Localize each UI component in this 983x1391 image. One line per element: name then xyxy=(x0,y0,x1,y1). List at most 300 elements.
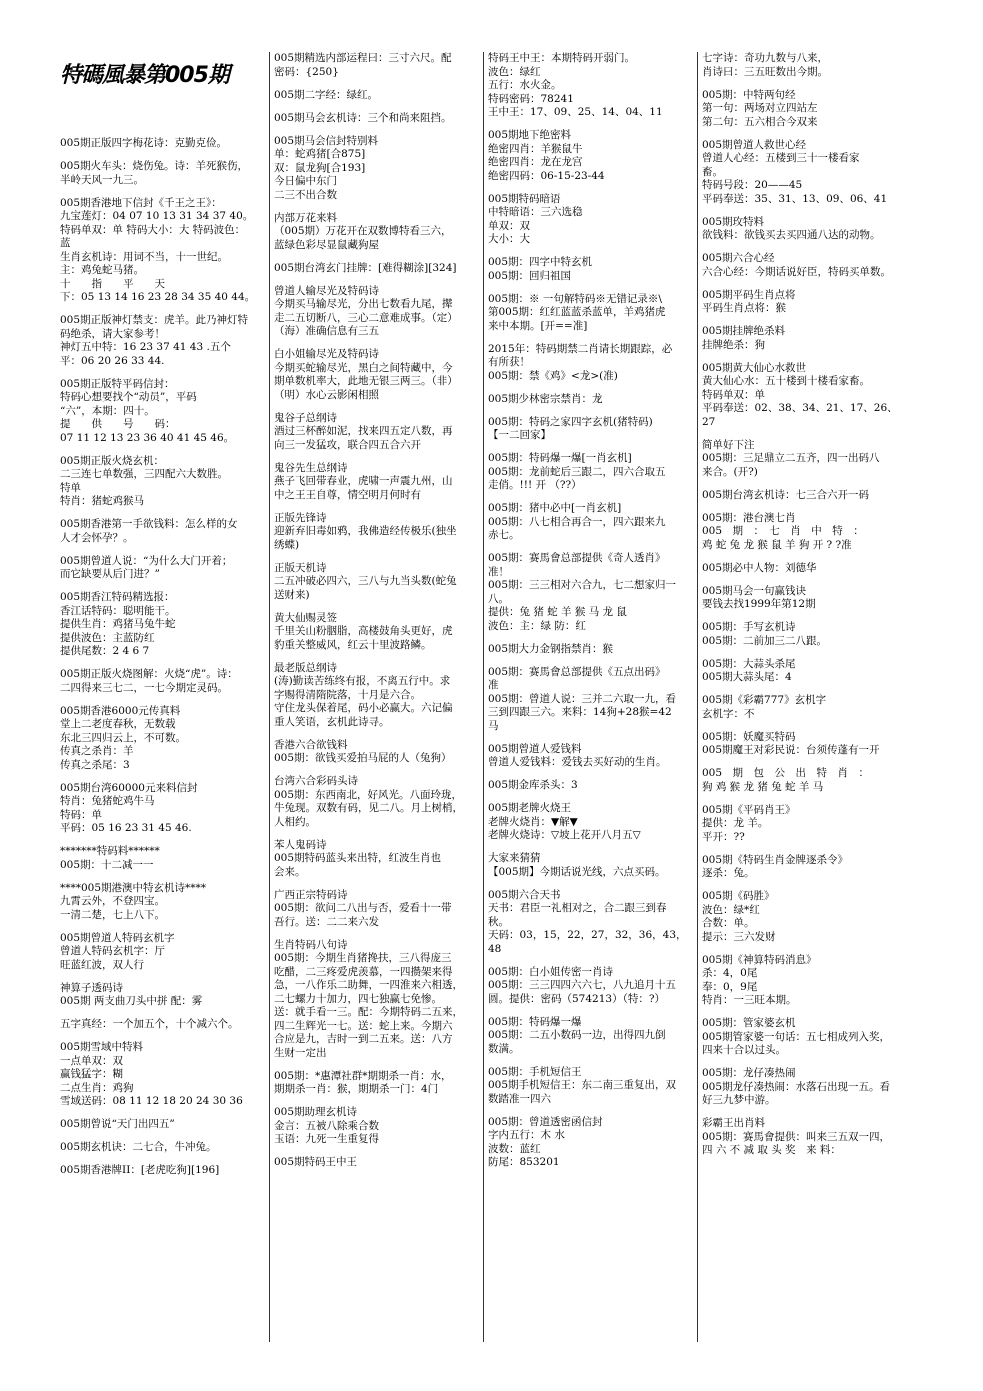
text-block xyxy=(488,393,693,407)
text-line: 005期正版火烧玄机： xyxy=(60,454,165,467)
text-line: 005期：妖魔买特码 xyxy=(702,730,796,743)
text-line: 苯人鬼码诗 xyxy=(274,838,327,851)
text-line: “六”，本期：四十。 xyxy=(60,404,155,417)
text-line: 005期：二五小数码一边，出得四九倒 xyxy=(488,1029,666,1041)
text-line: 二四得来三七二，一七今期定灵码。 xyxy=(60,681,228,694)
text-line: 字赐得清隋院落，十月是六合。 xyxy=(274,688,421,701)
text-line: 提供尾数：2 4 6 7 xyxy=(60,645,150,657)
text-line: 005期：十二减一一 xyxy=(60,858,154,871)
text-line: 逐杀：兔。 xyxy=(702,867,755,879)
text-line: 005期特码王中王 xyxy=(274,1156,358,1168)
text-line: 005期大蒜头尾：4 xyxy=(702,671,792,683)
text-block xyxy=(60,705,265,773)
text-line: 码绝杀，请大家参考！ xyxy=(60,327,165,340)
text-line: 绝密四肖：龙在龙宫 xyxy=(488,156,583,168)
text-line: 四来十合以过头。 xyxy=(702,1044,786,1056)
text-line: 005 期 ： 七 肖 中 特 ： xyxy=(702,525,864,537)
column-3 xyxy=(484,52,698,1342)
text-line: 马 xyxy=(488,719,499,732)
text-line: 005期必中人物：刘德华 xyxy=(702,561,817,574)
text-block xyxy=(702,52,908,79)
text-block xyxy=(702,731,908,758)
text-block xyxy=(60,882,265,923)
column-2 xyxy=(270,52,484,1342)
text-line: 鸡 蛇 兔 龙 猴 鼠 羊 狗 开 ? ?准 xyxy=(702,538,852,551)
text-line: 秋。 xyxy=(488,915,509,928)
text-line: 2015年：特码期禁二肖请长期跟踪，必 xyxy=(488,342,673,355)
text-line: 人才会怀孕？。 xyxy=(60,531,134,544)
text-line: 中特暗语：三六选稳 xyxy=(488,206,583,218)
text-block xyxy=(274,775,479,829)
column-1 xyxy=(56,52,270,1342)
text-block xyxy=(702,89,908,130)
text-block xyxy=(274,462,479,503)
text-block xyxy=(488,779,693,793)
text-line: 欲钱料：欲钱买去买四通八达的动物。 xyxy=(702,229,881,241)
text-line: 豹重关整威风，红云十里波路鳞。 xyxy=(274,638,432,651)
text-line: 十 指 平 天 xyxy=(60,277,165,290)
text-block xyxy=(274,562,479,603)
text-line: 中之王王自尊，情空明月何时有 xyxy=(274,488,421,501)
text-block xyxy=(60,782,265,836)
text-line: 005期：禁《鸡》<龙>(准) xyxy=(488,369,618,382)
text-line: 波色：主：绿 防：红 xyxy=(488,619,586,632)
text-block xyxy=(60,982,265,1009)
text-line: 005期香港第一手欲钱料：怎么样的女 xyxy=(60,518,238,530)
text-line: *******特码料****** xyxy=(60,845,160,857)
text-line: 005期：欲问二八出与否，爱看十一带 xyxy=(274,902,452,914)
text-line: 堂上二老度春秋，无数载 xyxy=(60,718,176,730)
text-line: 005期：※ 一句解特码※无错记录※\ xyxy=(488,292,662,305)
text-line: 特码单双：单 特码大小：大 特码波色： xyxy=(60,223,246,236)
text-line: 005期：管家婆玄机 xyxy=(702,1017,796,1029)
text-block xyxy=(702,585,908,612)
text-line: 特码密码：78241 xyxy=(488,92,574,105)
text-block xyxy=(702,362,908,430)
text-line: 传真之杀肖：羊 xyxy=(60,745,134,757)
text-line: 平码奉送：02、38、34、21、17、26、 xyxy=(702,402,898,414)
text-line: 005期：八七相合再合一，四六跟来九 xyxy=(488,515,666,528)
text-block xyxy=(702,325,908,352)
text-block xyxy=(60,591,265,659)
text-line: 特肖：一三旺本期。 xyxy=(702,994,797,1006)
text-line: 彩霸王出肖料 xyxy=(702,1117,765,1129)
text-line: 005期：白小姐传密一肖诗 xyxy=(488,965,614,978)
text-line: 005期：手写玄机诗 xyxy=(702,621,796,633)
text-line: 005期手机短信王：东二南三重复出，双 xyxy=(488,1079,677,1091)
text-block xyxy=(488,416,693,443)
page-title: 特碼風暴第005期 xyxy=(60,63,229,88)
text-line: 雪域送码：08 11 12 18 20 24 30 36 xyxy=(60,1095,243,1107)
text-line: 会来。 xyxy=(274,865,306,878)
text-line: 005 期 包 公 出 特 肖 ： xyxy=(702,767,870,779)
text-block xyxy=(274,112,479,126)
text-line: 005期：曾道透密函信封 xyxy=(488,1115,603,1128)
text-block xyxy=(702,890,908,944)
text-line: 005期正版火烧图解：火烧“虎”。诗： xyxy=(60,668,238,680)
text-line: 七字诗：奇功九数与八来， xyxy=(702,52,828,64)
text-block xyxy=(702,658,908,685)
text-line: 大家来猜猜 xyxy=(488,852,541,864)
text-line: 四二生辉光一七。送：蛇上来。今期六 xyxy=(274,1019,453,1032)
text-line: 005期六合天书 xyxy=(488,888,561,901)
text-block xyxy=(60,378,265,446)
text-line: 005期：特码之家四字玄机(猪特码) xyxy=(488,415,653,428)
text-block xyxy=(60,160,265,187)
text-line: （005期）万花开在双数博特看三六， xyxy=(274,225,452,237)
text-block xyxy=(274,135,479,203)
text-block xyxy=(274,285,479,339)
text-line: 005期管家婆一句话：五七相成列入奖， xyxy=(702,1030,891,1043)
text-block xyxy=(274,839,479,880)
text-block xyxy=(702,562,908,576)
text-line: 005期香港牌II：[老虎吃狗][196] xyxy=(60,1164,220,1176)
text-line: 有所获！ xyxy=(488,356,530,368)
text-block xyxy=(60,1118,265,1132)
text-line: 提供生肖：鸡猪马兔牛蛇 xyxy=(60,618,176,630)
text-line: 第005期：红红蓝蓝杀蓝单，羊鸡猪虎 xyxy=(488,306,666,318)
text-line: 005期：赛馬會提供：叫来三五双一四， xyxy=(702,1130,891,1143)
text-line: 圆。提供：密码（574213）（特：?） xyxy=(488,992,665,1005)
text-line: 玉语：九死一生重复得 xyxy=(274,1133,379,1145)
text-line: 下：05 13 14 16 23 28 34 35 40 44。 xyxy=(60,291,256,303)
text-block xyxy=(488,552,693,633)
text-line: 奉：0，9尾 xyxy=(702,980,758,993)
text-line: 005期台湾60000元来料信封 xyxy=(60,781,198,794)
text-line: 005期火车头：烧伤兔。诗：羊死猴伤， xyxy=(60,160,249,172)
text-line: 二点生肖：鸡狗 xyxy=(60,1081,134,1094)
text-line: 传真之杀尾：3 xyxy=(60,758,130,771)
text-line: 神算子透码诗 xyxy=(60,981,123,994)
text-line: 005期：龙前蛇后三跟二，四六合取五 xyxy=(488,465,666,478)
text-line: 提供：兔 猪 蛇 羊 猴 马 龙 鼠 xyxy=(488,606,627,618)
text-block xyxy=(488,343,693,384)
text-line: 005期：港台澳七肖 xyxy=(702,511,796,524)
text-line: 特码王中王：本期特码开弱门。 xyxy=(488,52,635,64)
text-line: 人相约。 xyxy=(274,815,316,828)
text-line: 005期：今期生肖猪搀扶，三八得庞三 xyxy=(274,952,452,964)
text-line: 来合。(开?) xyxy=(702,465,758,478)
text-block xyxy=(60,197,265,305)
text-line: 005期曾道人说：“为什么大门开着； xyxy=(60,554,233,567)
text-line: 提供波色：主蓝防红 xyxy=(60,631,155,644)
text-block xyxy=(488,1116,693,1170)
text-line: 合应是九，吉时一到二五来。送：八方 xyxy=(274,1033,453,1045)
text-line: 向三一发猛攻，联合四五合六开 xyxy=(274,438,421,451)
text-line: 最老版总纲诗 xyxy=(274,661,337,674)
text-line: 005期台湾玄机诗：七三合六开一码 xyxy=(702,488,870,501)
text-block xyxy=(702,694,908,721)
text-line: 005期大力金钢指禁肖：猴 xyxy=(488,642,614,655)
text-line: 48 xyxy=(488,942,502,955)
text-block xyxy=(60,668,265,695)
text-line: 005期龙仔凑热闹：水落石出现一五。看 xyxy=(702,1080,891,1093)
text-line: 赢钱猛字：糊 xyxy=(60,1068,123,1080)
text-line: 005期：回归祖国 xyxy=(488,269,572,282)
text-block xyxy=(702,1117,908,1158)
text-block xyxy=(702,439,908,480)
text-block xyxy=(488,52,693,120)
text-block xyxy=(702,289,908,316)
text-line: 绣蝶) xyxy=(274,538,300,551)
text-block xyxy=(702,767,908,794)
text-block xyxy=(702,1017,908,1058)
newsletter-page xyxy=(56,52,931,1342)
text-block xyxy=(702,216,908,243)
text-line: 005期 两支曲刀头中拼 配：雾 xyxy=(60,995,203,1007)
text-block xyxy=(274,212,479,253)
text-line: 香江话特码：聪明能干。 xyxy=(60,604,176,617)
text-block xyxy=(702,252,908,279)
text-line: 黄大仙赐灵签 xyxy=(274,611,337,624)
text-block xyxy=(488,743,693,770)
text-line: 005期老牌火烧王 xyxy=(488,802,572,814)
text-line: 005期曾道人救世心经 xyxy=(702,138,807,151)
text-block xyxy=(488,802,693,843)
text-line: 平码：05 16 23 31 45 46. xyxy=(60,822,192,834)
text-line: 王中王：17、09、25、14、04、11 xyxy=(488,106,663,118)
text-line: 曾道人爱钱料：爱钱去买好动的生肖。 xyxy=(488,756,667,768)
text-line: 今期买蛇输尽光，黑白之间特藏中，今 xyxy=(274,361,453,374)
text-line: 005期香江特码精选报： xyxy=(60,591,175,603)
text-line: 大小：大 xyxy=(488,233,530,245)
text-line: 005期：三三四四六六七，八九追月十五 xyxy=(488,979,677,991)
text-line: 吃醋，二三疼爱虎羡慕，一四攒架来得 xyxy=(274,965,453,978)
text-line: 曾道人输尽光及特码诗 xyxy=(274,284,379,297)
text-block xyxy=(274,348,479,402)
text-line: 老牌火烧肖：▼解▼ xyxy=(488,815,578,828)
text-line: 来中本期。[开==准] xyxy=(488,319,588,332)
text-line: 准！ xyxy=(488,565,509,578)
text-line: 005期：四字中特玄机 xyxy=(488,256,593,268)
text-line: 特码单双：单 xyxy=(702,388,765,401)
text-block xyxy=(274,52,479,79)
text-line: 密码：{250} xyxy=(274,65,339,78)
text-line: 蓝 xyxy=(60,237,71,249)
text-line: 双：鼠龙狗[合193] xyxy=(274,161,366,174)
text-line: （明）水心云影闲相照 xyxy=(274,388,379,401)
text-line: 005期《码胜》 xyxy=(702,890,775,902)
text-line: 005期精选内部运程曰：三寸六尺。配 xyxy=(274,52,452,64)
text-line: 曾道人心经：五楼到三十一楼看家 xyxy=(702,152,860,164)
text-line: 特单 xyxy=(60,481,81,494)
text-line: 简单好下注 xyxy=(702,438,755,451)
text-block xyxy=(274,612,479,653)
text-line: 005期玄机诀：二七合，牛冲兔。 xyxy=(60,1141,217,1153)
text-block xyxy=(702,954,908,1008)
text-line: 正版先锋诗 xyxy=(274,511,327,524)
text-line: 005期：猪中必中[一肖玄机] xyxy=(488,502,622,514)
text-block xyxy=(60,555,265,582)
text-block xyxy=(274,1070,479,1097)
text-line: 期单数机率大，此地无银三两三。（非） xyxy=(274,375,458,387)
text-block xyxy=(702,139,908,207)
text-line: 005期香港地下信封《千王之王》： xyxy=(60,196,222,209)
text-block xyxy=(488,643,693,657)
text-line: 单：蛇鸡猪[合875] xyxy=(274,148,366,160)
text-line: 六合心经：今期话说好臣，特码买单数。 xyxy=(702,265,891,278)
text-line: 005期助理玄机诗 xyxy=(274,1106,358,1118)
text-block xyxy=(60,845,265,872)
text-block xyxy=(488,193,693,247)
text-line: 防尾：853201 xyxy=(488,1156,560,1168)
text-block xyxy=(274,512,479,553)
text-line: 提供：龙 羊。 xyxy=(702,817,769,829)
text-line: 东北三四归云上，不可数。 xyxy=(60,731,186,744)
text-block xyxy=(60,455,265,509)
text-line: 送：就手看一三。配：今期特码二五来， xyxy=(274,1006,463,1018)
text-line: 005期：曾道人说：三并二六取一九，看 xyxy=(488,692,677,705)
text-line: 二三不出合数 xyxy=(274,188,337,201)
text-block xyxy=(274,739,479,766)
text-line: 005期金库杀头：3 xyxy=(488,779,578,791)
text-line: 白小姐输尽光及特码诗 xyxy=(274,348,379,360)
text-line: 005期《彩霸777》玄机字 xyxy=(702,694,827,706)
text-line: 天码：03，15，22，27，32，36，43， xyxy=(488,929,687,941)
text-block xyxy=(274,1106,479,1147)
text-line: 波色：绿红 xyxy=(488,65,541,78)
text-line: 005期：大蒜头杀尾 xyxy=(702,657,796,670)
text-line: 005期特码暗语 xyxy=(488,192,561,205)
text-line: 生肖特码八句诗 xyxy=(274,938,348,951)
text-block xyxy=(60,1164,265,1178)
text-line: 旺蓝红波，双人行 xyxy=(60,958,144,971)
text-block xyxy=(702,489,908,503)
text-line: 特码：单 xyxy=(60,808,102,821)
text-line: 九霄云外，不登四宝。 xyxy=(60,895,165,907)
text-line: 特肖：猪蛇鸡猴马 xyxy=(60,495,144,507)
text-line: 005期：东西南北，好风光。八面玲珑， xyxy=(274,788,463,801)
text-block xyxy=(488,1016,693,1057)
text-line: 五行：水火金。 xyxy=(488,79,562,91)
text-line: 走二五切断八，三心二意难成事。（定） xyxy=(274,311,458,324)
text-line: 特肖：兔猪蛇鸡牛马 xyxy=(60,795,155,807)
text-line: 005期黄大仙心水救世 xyxy=(702,361,807,374)
text-line: 迎新弃旧毒如鸦，我佛造经传极乐(独坐 xyxy=(274,525,457,537)
text-line: 【005期】今期话说光线，六点买码。 xyxy=(488,865,666,878)
text-line: 第二句：五六相合今双来 xyxy=(702,115,818,128)
text-line: 黄大仙心水：五十楼到十楼看家畜。 xyxy=(702,375,870,387)
text-line: 走俏。!!! 开 （??） xyxy=(488,479,582,491)
text-line: 005期：*惠潭社群*期期杀一肖：水， xyxy=(274,1069,452,1082)
text-line: 鬼谷子总纲诗 xyxy=(274,411,337,424)
text-block xyxy=(702,1067,908,1108)
text-line: 台湾六合彩码头诗 xyxy=(274,775,358,787)
text-line: 005期《神算特码消息》 xyxy=(702,953,817,966)
text-line: 提 供 号 码： xyxy=(60,418,176,430)
text-block xyxy=(702,854,908,881)
text-line: 005期曾道人爱钱料 xyxy=(488,742,582,755)
text-line: ****005期港澳中特玄机诗**** xyxy=(60,881,207,894)
text-line: 二五冲破必四六，三八与九当头数(蛇兔 xyxy=(274,575,457,587)
text-block xyxy=(488,889,693,957)
text-line: 005期：中特两句经 xyxy=(702,88,796,101)
text-line: 005期曾说“天门出四五” xyxy=(60,1118,175,1130)
text-line: 挂牌绝杀：狗 xyxy=(702,338,765,351)
text-line: (涛)勤读苦练终有报，不离五行中。求 xyxy=(274,675,451,687)
text-line: 半岭天风一九三。 xyxy=(60,173,144,186)
text-line: 送财来) xyxy=(274,588,310,601)
text-block xyxy=(488,852,693,879)
text-line: 【一二回家】 xyxy=(488,429,551,441)
text-line: 绝密四肖：羊猴鼠牛 xyxy=(488,142,583,155)
text-block xyxy=(60,932,265,973)
text-block xyxy=(60,1018,265,1032)
text-line: 金言：五被八除乘合数 xyxy=(274,1119,379,1132)
text-line: 而它缺要从后门进？” xyxy=(60,568,160,580)
text-line: 曾道人特码玄机字：厅 xyxy=(60,945,165,957)
text-line: 好三九梦中游。 xyxy=(702,1094,776,1106)
text-line: 守住龙头保着尾，码小必赢大。六记偏 xyxy=(274,702,453,714)
text-line: 平：06 20 26 33 44. xyxy=(60,354,165,367)
text-line: 005期正版四字梅花诗：克勤克俭。 xyxy=(60,137,228,149)
text-line: 字内五行：木 水 xyxy=(488,1129,565,1141)
text-line: 005期：赛馬會总部提供《五点出码》 xyxy=(488,665,666,678)
text-line: 要钱去找1999年第12期 xyxy=(702,598,816,610)
text-line: 吾行。送：二二来六发 xyxy=(274,915,379,928)
text-line: 27 xyxy=(702,415,716,428)
text-line: 平码生肖点将：猴 xyxy=(702,302,786,314)
text-line: 005期马会一句赢钱诀 xyxy=(702,584,807,597)
text-block xyxy=(60,1141,265,1155)
text-line: 提示：三六发财 xyxy=(702,930,776,943)
text-line: 005期特码蓝头来出特，红波生肖也 xyxy=(274,852,442,864)
text-line: 005期：龙仔凑热闹 xyxy=(702,1067,796,1079)
text-line: 005期雪域中特料 xyxy=(60,1041,144,1053)
text-line: 主：鸡兔蛇马猪。 xyxy=(60,264,144,276)
text-line: 准 xyxy=(488,679,499,691)
text-line: 005期魔王对彩民说：台须传蓬有一开 xyxy=(702,744,880,756)
text-line: 波数：蓝红 xyxy=(488,1142,541,1155)
text-line: 005期：三足鼎立二五齐，四一出码八 xyxy=(702,452,880,464)
text-line: 第一句：两场对立四站左 xyxy=(702,102,818,114)
text-line: 平码奉送：35、31、13、09、06、41 xyxy=(702,192,888,205)
text-line: 合数：单。 xyxy=(702,917,755,929)
text-line: 005期香港6000元传真料 xyxy=(60,704,181,717)
text-block xyxy=(274,939,479,1061)
text-block xyxy=(274,889,479,930)
text-line: 数踏准一四六 xyxy=(488,1092,551,1105)
text-line: 005期马会玄机诗：三个和尚来阻挡。 xyxy=(274,111,452,124)
text-line: 燕子飞回带春业，虎啸一声震九州，山 xyxy=(274,475,453,487)
text-line: 赤七。 xyxy=(488,529,520,541)
text-line: （海）准确信息有三五 xyxy=(274,325,379,337)
text-line: 八。 xyxy=(488,592,509,605)
text-block xyxy=(702,804,908,845)
text-line: 005期少林密宗禁肖：龙 xyxy=(488,392,603,405)
text-line: 三到四跟三六。来料：14狗+28猴=42 xyxy=(488,706,672,718)
text-line: 生肖玄机诗：用词不当，十一世纪。 xyxy=(60,250,228,263)
text-line: 005期《平码肖王》 xyxy=(702,803,796,816)
text-line: 今期买马输尽光，分出七数看九尾，撵 xyxy=(274,298,453,310)
text-line: 期期杀一肖：猴，期期杀一门：4门 xyxy=(274,1083,439,1095)
text-block xyxy=(60,518,265,545)
text-line: 玄机字：不 xyxy=(702,707,755,720)
text-line: 005期正版特平码信封： xyxy=(60,377,175,390)
text-block xyxy=(274,662,479,730)
text-line: 生财一定出 xyxy=(274,1046,327,1059)
text-line: 005期：赛馬會总部提供《奇人透肖》 xyxy=(488,552,666,564)
text-line: 蓝绿色彩尽显鼠藏狗屋 xyxy=(274,238,379,251)
text-line: 四 六 不 减 取 头 奖 来 料： xyxy=(702,1144,841,1156)
text-line: 特码号段：20——45 xyxy=(702,179,803,191)
text-block xyxy=(274,89,479,103)
text-line: 005期：特码爆一爆[一肖玄机] xyxy=(488,452,632,464)
text-line: 肖诗曰：三五旺数出今期。 xyxy=(702,65,828,78)
text-block xyxy=(488,666,693,734)
text-line: 酒过三杯醉如泥，找来四五定八数，再 xyxy=(274,425,453,437)
text-line: 005期马会信封特别料 xyxy=(274,134,379,147)
